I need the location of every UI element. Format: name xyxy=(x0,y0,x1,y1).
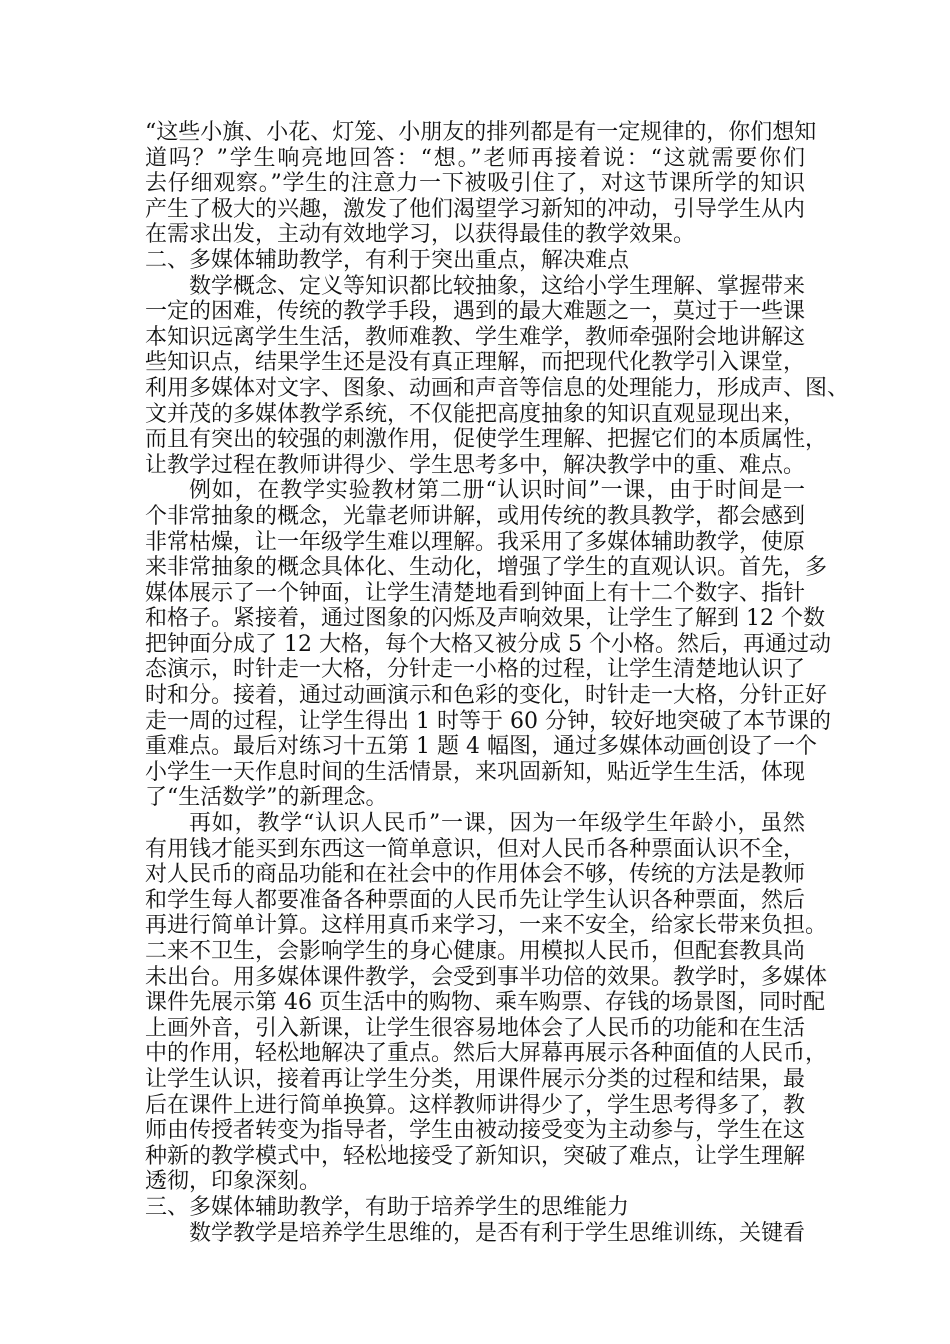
paragraph-first-line: 例如，在教学实验教材第二册“认识时间”一课，由于时间是一 xyxy=(189,478,805,504)
paragraph-line: 再进行简单计算。这样用真币来学习，一来不安全，给家长带来负担。 xyxy=(145,913,828,939)
paragraph-last-line: 透彻，印象深刻。 xyxy=(145,1169,322,1195)
paragraph-line: 个非常抽象的概念，光靠老师讲解，或用传统的教具教学，都会感到 xyxy=(145,503,806,529)
paragraph-first-line: 数学教学是培养学生思维的，是否有利于学生思维训练，关键看 xyxy=(189,1220,806,1246)
document-page xyxy=(145,120,850,1246)
paragraph-line: 非常枯燥，让一年级学生难以理解。我采用了多媒体辅助教学，使原 xyxy=(145,529,806,555)
paragraph-line: “这些小旗、小花、灯笼、小朋友的排列都是有一定规律的，你们想知 xyxy=(145,120,817,145)
paragraph-line: 产生了极大的兴趣，激发了他们渴望学习新知的冲动，引导学生从内 xyxy=(145,196,806,222)
paragraph-line: 去仔细观察。”学生的注意力一下被吸引住了，对这节课所学的知识 xyxy=(145,171,805,197)
section-heading: 二、多媒体辅助教学，有利于突出重点，解决难点 xyxy=(145,247,630,273)
paragraph-last-line: 了“生活数学”的新理念。 xyxy=(145,785,388,811)
paragraph-line: 二来不卫生，会影响学生的身心健康。用模拟人民币，但配套教具尚 xyxy=(145,939,806,964)
paragraph-line: 利用多媒体对文字、图象、动画和声音等信息的处理能力，形成声、图、 xyxy=(145,375,850,401)
paragraph-line: 来非常抽象的概念具体化、生动化，增强了学生的直观认识。首先，多 xyxy=(145,555,828,581)
paragraph-line: 些知识点，结果学生还是没有真正理解，而把现代化教学引入课堂， xyxy=(145,350,806,376)
paragraph-first-line: 数学概念、定义等知识都比较抽象，这给小学生理解、掌握带来 xyxy=(189,273,806,299)
paragraph-line: 后在课件上进行简单换算。这样教师讲得少了，学生思考得多了，教 xyxy=(145,1092,806,1118)
paragraph-line: 时和分。接着，通过动画演示和色彩的变化，时针走一大格，分针正好 xyxy=(145,683,828,709)
paragraph-last-line: 让教学过程在教师讲得少、学生思考多中，解决教学中的重、难点。 xyxy=(145,452,806,478)
paragraph-line: 道吗？”学生响亮地回答：“想。”老师再接着说：“这就需要你们 xyxy=(145,145,805,171)
paragraph-line: 而且有突出的较强的刺激作用，促使学生理解、把握它们的本质属性， xyxy=(145,427,828,453)
paragraph-line: 对人民币的商品功能和在社会中的作用体会不够，传统的方法是教师 xyxy=(145,862,806,888)
paragraph-line: 态演示，时针走一大格，分针走一小格的过程，让学生清楚地认识了 xyxy=(145,657,806,683)
paragraph-line: 小学生一天作息时间的生活情景，来巩固新知，贴近学生生活，体现 xyxy=(145,759,806,785)
paragraph-line: 和学生每人都要准备各种票面的人民币先让学生认识各种票面，然后 xyxy=(145,887,806,913)
paragraph-line: 上画外音，引入新课，让学生很容易地体会了人民币的功能和在生活 xyxy=(145,1015,806,1041)
paragraph-line: 有用钱才能买到东西这一简单意识，但对人民币各种票面认识不全， xyxy=(145,836,806,862)
paragraph-line: 一定的困难，传统的教学手段，遇到的最大难题之一，莫过于一些课 xyxy=(145,299,806,325)
paragraph-line: 媒体展示了一个钟面，让学生清楚地看到钟面上有十二个数字、指针 xyxy=(145,580,806,606)
paragraph-line: 未出台。用多媒体课件教学，会受到事半功倍的效果。教学时，多媒体 xyxy=(145,964,828,990)
paragraph-line: 种新的教学模式中，轻松地接受了新知识，突破了难点，让学生理解 xyxy=(145,1143,806,1169)
paragraph-line: 让学生认识，接着再让学生分类，用课件展示分类的过程和结果，最 xyxy=(145,1066,806,1092)
paragraph-first-line: 再如，教学“认识人民币”一课，因为一年级学生年龄小，虽然 xyxy=(189,811,805,837)
paragraph-last-line: 在需求出发，主动有效地学习，以获得最佳的教学效果。 xyxy=(145,222,696,248)
paragraph-line: 和格子。紧接着，通过图象的闪烁及声响效果，让学生了解到 12 个数 xyxy=(145,606,825,632)
paragraph-line: 把钟面分成了 12 大格，每个大格又被分成 5 个小格。然后，再通过动 xyxy=(145,631,831,657)
paragraph-line: 课件先展示第 46 页生活中的购物、乘车购票、存钱的场景图，同时配 xyxy=(145,990,825,1016)
paragraph-line: 文并茂的多媒体教学系统，不仅能把高度抽象的知识直观显现出来， xyxy=(145,401,806,427)
paragraph-line: 师由传授者转变为指导者，学生由被动接受变为主动参与，学生在这 xyxy=(145,1118,806,1144)
paragraph-line: 重难点。最后对练习十五第 1 题 4 幅图，通过多媒体动画创设了一个 xyxy=(145,734,817,760)
paragraph-line: 本知识远离学生生活，教师难教、学生难学，教师牵强附会地讲解这 xyxy=(145,324,806,350)
paragraph-line: 走一周的过程，让学生得出 1 时等于 60 分钟，较好地突破了本节课的 xyxy=(145,708,831,734)
paragraph-line: 中的作用，轻松地解决了重点。然后大屏幕再展示各种面值的人民币， xyxy=(145,1041,828,1067)
section-heading: 三、多媒体辅助教学，有助于培养学生的思维能力 xyxy=(145,1194,630,1220)
